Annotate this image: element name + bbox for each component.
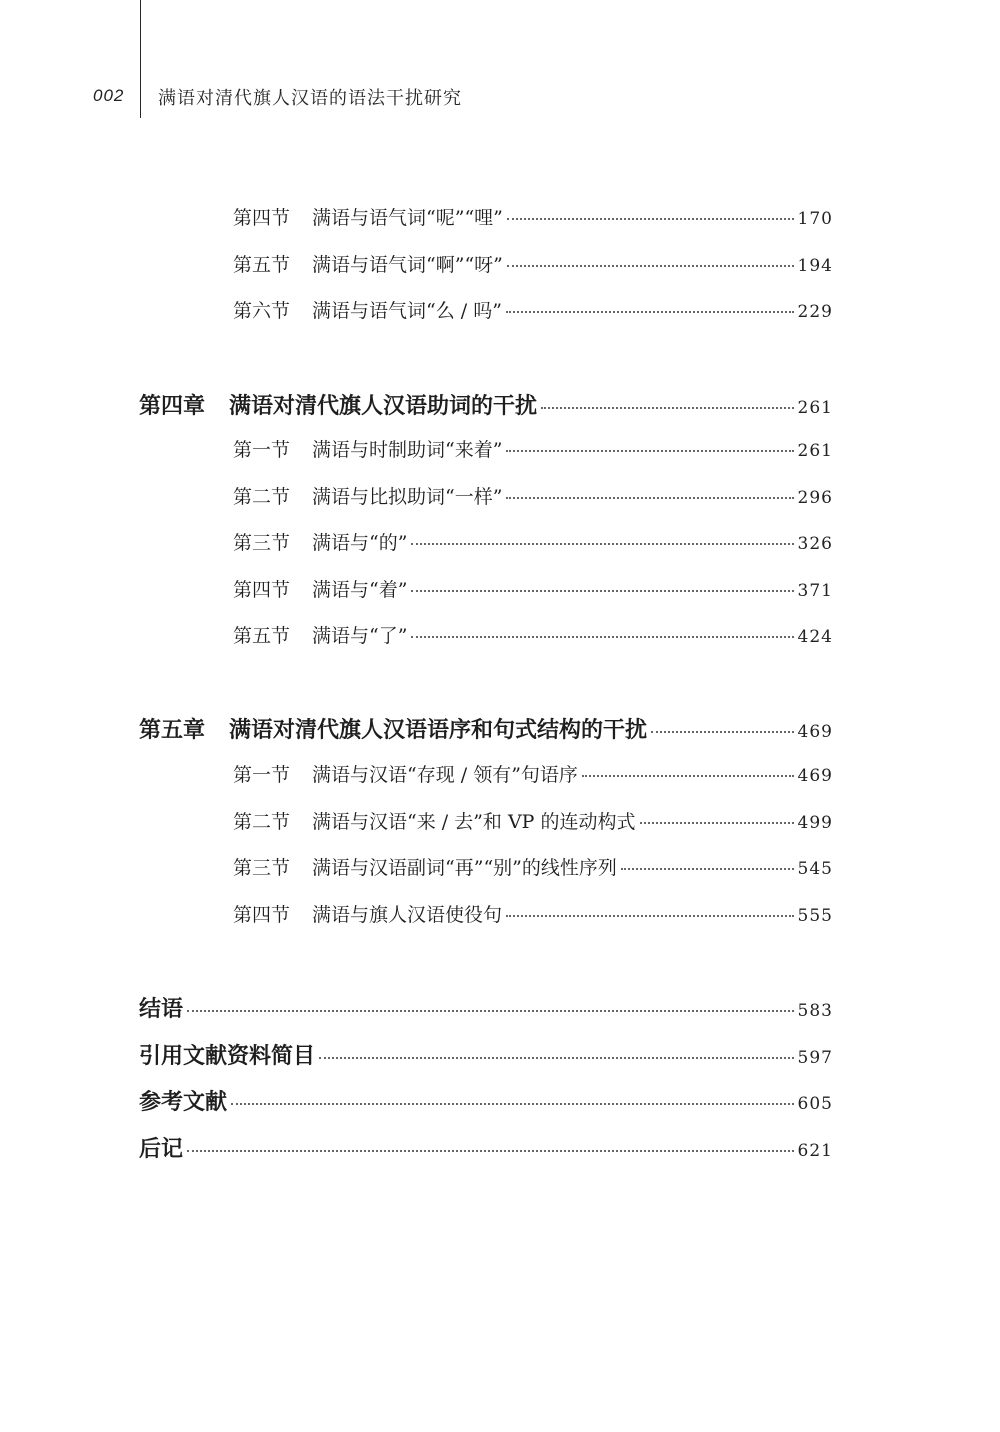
section-title: 满语与语气词“呢”“哩” [312,207,503,229]
page-ref: 469 [797,722,833,742]
section-title: 满语与语气词“啊”“呀” [312,254,503,276]
toc-entry-back-matter[interactable] [139,1132,833,1163]
page-ref: 424 [797,627,833,647]
back-matter-title: 参考文献 [139,1090,228,1115]
chapter-number: 第五章 [139,718,206,743]
leader-dots [506,497,793,499]
section-number: 第六节 [233,300,291,322]
toc-entry-section[interactable] [233,760,833,787]
toc-entry-section[interactable] [233,575,833,602]
toc-entry-section[interactable] [233,203,833,230]
page-ref: 499 [797,813,833,833]
section-title: 满语与时制助词“来着” [312,439,503,461]
page-number: 002 [93,86,125,105]
leader-dots [541,407,794,409]
running-title: 满语对清代旗人汉语的语法干扰研究 [158,88,462,109]
page-ref: 170 [797,209,833,229]
page-ref: 469 [797,766,833,786]
toc-entry-chapter[interactable] [139,389,833,420]
section-number: 第三节 [233,532,291,554]
toc-entry-section[interactable] [233,528,833,555]
page-ref: 555 [797,906,833,926]
leader-dots [507,218,794,220]
leader-dots [319,1057,794,1059]
leader-dots [187,1150,794,1152]
page-ref: 621 [797,1141,833,1161]
section-title: 满语与旗人汉语使役句 [312,904,503,926]
chapter-title: 满语对清代旗人汉语助词的干扰 [229,394,538,419]
leader-dots [507,265,794,267]
page-ref: 261 [797,398,833,418]
page-ref: 371 [797,581,833,601]
toc-entry-section[interactable] [233,900,833,927]
page-ref: 326 [797,534,833,554]
chapter-number: 第四章 [139,394,206,419]
section-title: 满语与汉语副词“再”“别”的线性序列 [312,857,617,879]
page-ref: 296 [797,488,833,508]
leader-dots [651,731,794,733]
section-title: 满语与“的” [312,532,408,554]
section-title: 满语与汉语“存现 / 领有”句语序 [312,764,578,786]
section-number: 第一节 [233,439,291,461]
toc-entry-section[interactable] [233,482,833,509]
section-number: 第五节 [233,254,291,276]
section-title: 满语与“了” [312,625,408,647]
page-ref: 597 [797,1048,833,1068]
page-ref: 229 [797,302,833,322]
toc-entry-chapter[interactable] [139,713,833,744]
chapter-title: 满语对清代旗人汉语语序和句式结构的干扰 [229,718,648,743]
toc-entry-section[interactable] [233,296,833,323]
leader-dots [411,636,793,638]
leader-dots [231,1103,794,1105]
leader-dots [582,775,794,777]
section-number: 第三节 [233,857,291,879]
page-ref: 583 [797,1001,833,1021]
leader-dots [411,590,793,592]
section-title: 满语与汉语“来 / 去”和 VP 的连动构式 [312,811,636,833]
section-title: 满语与“着” [312,579,408,601]
leader-dots [506,450,793,452]
section-number: 第一节 [233,764,291,786]
leader-dots [506,311,794,313]
toc-entry-back-matter[interactable] [139,1085,833,1116]
section-number: 第四节 [233,579,291,601]
back-matter-title: 引用文献资料简目 [139,1044,316,1069]
section-title: 满语与比拟助词“一样” [312,486,503,508]
section-number: 第四节 [233,904,291,926]
leader-dots [506,915,794,917]
page-ref: 194 [797,256,833,276]
page-ref: 261 [797,441,833,461]
leader-dots [187,1010,794,1012]
toc-entry-section[interactable] [233,807,833,834]
leader-dots [621,868,794,870]
back-matter-title: 后记 [139,1137,184,1162]
section-number: 第二节 [233,811,291,833]
toc-entry-section[interactable] [233,435,833,462]
toc-entry-back-matter[interactable] [139,1039,833,1070]
section-number: 第二节 [233,486,291,508]
page-ref: 545 [797,859,833,879]
toc-entry-section[interactable] [233,853,833,880]
section-number: 第四节 [233,207,291,229]
section-number: 第五节 [233,625,291,647]
leader-dots [411,543,793,545]
section-title: 满语与语气词“么 / 吗” [312,300,502,322]
leader-dots [640,822,794,824]
page-ref: 605 [797,1094,833,1114]
toc-entry-section[interactable] [233,250,833,277]
back-matter-title: 结语 [139,997,184,1022]
toc-entry-back-matter[interactable] [139,992,833,1023]
toc-entry-section[interactable] [233,621,833,648]
